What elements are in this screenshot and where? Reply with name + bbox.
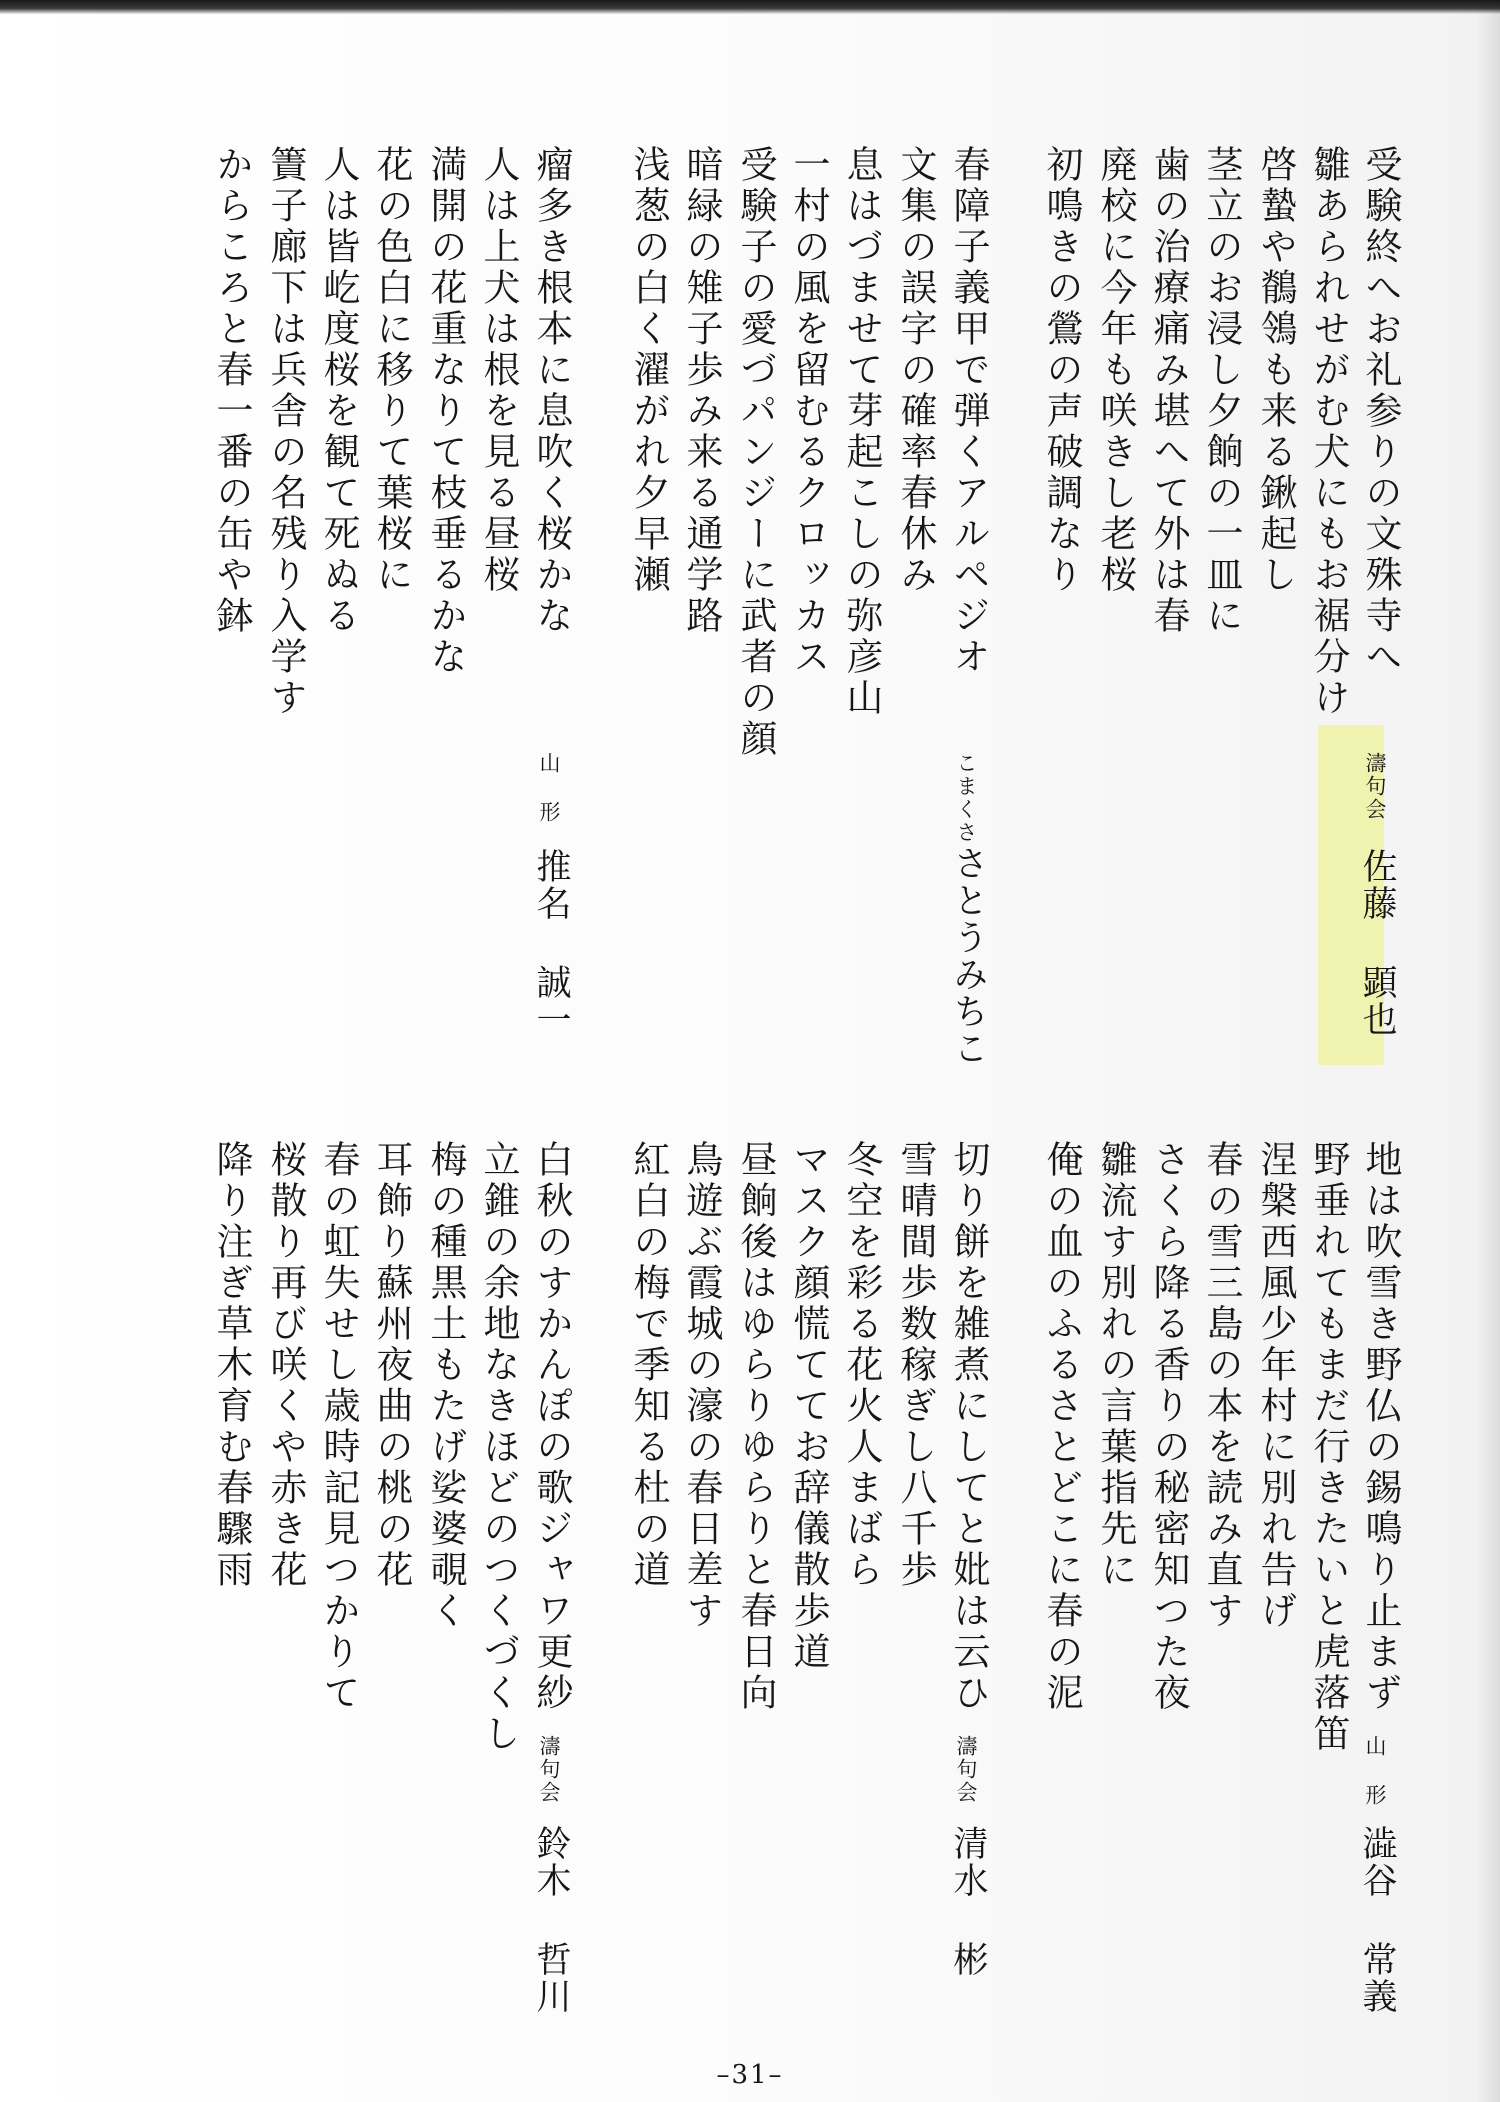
author-name: さとうみちこ — [948, 845, 988, 1067]
author-family-name: 清水 — [948, 1825, 988, 1899]
haiku-line: 切り餅を雑煮にしてと妣は云ひ — [947, 1140, 990, 1714]
haiku-line: 春の虹失せし歳時記見つかりて — [317, 1140, 360, 1714]
haiku-line: 立錐の余地なきほどのつくづくし — [477, 1140, 520, 1755]
author-affiliation: 濤句会 — [537, 1735, 561, 1804]
haiku-line: 瘤多き根本に息吹く桜かな — [530, 145, 573, 637]
author-affiliation: 山 形 — [537, 752, 561, 824]
haiku-line: 降り注ぎ草木育む春驟雨 — [210, 1140, 253, 1591]
haiku-line: 一村の風を留むるクロッカス — [787, 145, 830, 678]
haiku-line: 野垂れてもまだ行きたいと虎落笛 — [1307, 1140, 1350, 1755]
haiku-line: 息はづませて芽起こしの弥彦山 — [840, 145, 883, 719]
author-affiliation: 濤句会 — [1363, 752, 1387, 821]
haiku-line: 地は吹雪き野仏の錫鳴り止まず — [1359, 1140, 1402, 1714]
author-family-name: 鈴木 — [531, 1825, 571, 1899]
bottom-haiku-section — [0, 1075, 1500, 2075]
haiku-line: からころと春一番の缶や鉢 — [210, 145, 253, 637]
haiku-line: さくら降る香りの秘密知つた夜 — [1147, 1140, 1190, 1714]
haiku-line: 受験子の愛づパンジーに武者の顔 — [734, 145, 777, 760]
haiku-line: 紅白の梅で季知る杜の道 — [627, 1140, 670, 1591]
haiku-line: 春の雪三島の本を読み直す — [1200, 1140, 1243, 1632]
haiku-line: 暗緑の雉子歩み来る通学路 — [680, 145, 723, 637]
haiku-line: 鳥遊ぶ霞城の濠の春日差す — [680, 1140, 723, 1632]
author-name — [1357, 848, 1397, 1038]
author-affiliation: 山 形 — [1363, 1735, 1387, 1807]
haiku-line: 廃校に今年も咲きし老桜 — [1094, 145, 1137, 596]
author-family-name: 澁谷 — [1357, 1825, 1397, 1899]
author-given-name: 誠一 — [531, 964, 571, 1038]
haiku-line: 俺の血のふるさとどこに春の泥 — [1040, 1140, 1083, 1714]
haiku-line: 人は上犬は根を見る昼桜 — [477, 145, 520, 596]
author-given-name: 顕也 — [1357, 964, 1397, 1038]
author-name — [531, 1825, 571, 2015]
haiku-line: 昼餉後はゆらりゆらりと春日向 — [734, 1140, 777, 1714]
author-family-name: 推名 — [531, 848, 571, 922]
haiku-line: 桜散り再び咲くや赤き花 — [264, 1140, 307, 1591]
haiku-line: 歯の治療痛み堪へて外は春 — [1147, 145, 1190, 637]
haiku-line: 白秋のすかんぽの歌ジャワ更紗 — [530, 1140, 573, 1714]
haiku-line: 雪晴間歩数稼ぎし八千歩 — [894, 1140, 937, 1591]
haiku-line: 雛あられせがむ犬にもお裾分け — [1307, 145, 1350, 719]
haiku-line: 花の色白に移りて葉桜に — [370, 145, 413, 596]
haiku-line: 茎立のお浸し夕餉の一皿に — [1200, 145, 1243, 637]
haiku-line: 受験終へお礼参りの文殊寺へ — [1359, 145, 1402, 678]
haiku-line: 初鳴きの鶯の声破調なり — [1040, 145, 1083, 596]
author-given-name: 常義 — [1357, 1941, 1397, 2015]
haiku-line: 啓蟄や鶺鴒も来る鍬起し — [1254, 145, 1297, 596]
haiku-line: 耳飾り蘇州夜曲の桃の花 — [370, 1140, 413, 1591]
haiku-line: 冬空を彩る花火人まばら — [840, 1140, 883, 1591]
haiku-line: 梅の種黒土もたげ娑婆覗く — [424, 1140, 467, 1632]
haiku-line: 満開の花重なりて枝垂るかな — [424, 145, 467, 678]
haiku-line: マスク顔慌ててお辞儀散歩道 — [787, 1140, 830, 1673]
author-affiliation: こまくさ — [954, 752, 978, 844]
haiku-line: 涅槃西風少年村に別れ告げ — [1254, 1140, 1297, 1632]
author-given-name: 彬 — [948, 1941, 988, 1978]
haiku-line: 浅葱の白く濯がれ夕早瀬 — [627, 145, 670, 596]
author-name — [1357, 1825, 1397, 2015]
haiku-line: 人は皆屹度桜を観て死ぬる — [317, 145, 360, 637]
haiku-line: 春障子義甲で弾くアルペジオ — [947, 145, 990, 678]
author-given-name: 哲川 — [531, 1941, 571, 2015]
haiku-line: 文集の誤字の確率春休み — [894, 145, 937, 596]
page-number: –31– — [716, 2060, 784, 2090]
author-name — [531, 848, 571, 1038]
author-family-name: 佐藤 — [1357, 848, 1397, 922]
haiku-line: 雛流す別れの言葉指先に — [1094, 1140, 1137, 1591]
author-affiliation: 濤句会 — [954, 1735, 978, 1804]
haiku-line: 簀子廊下は兵舎の名残り入学す — [264, 145, 307, 719]
author-name — [948, 1825, 988, 1978]
